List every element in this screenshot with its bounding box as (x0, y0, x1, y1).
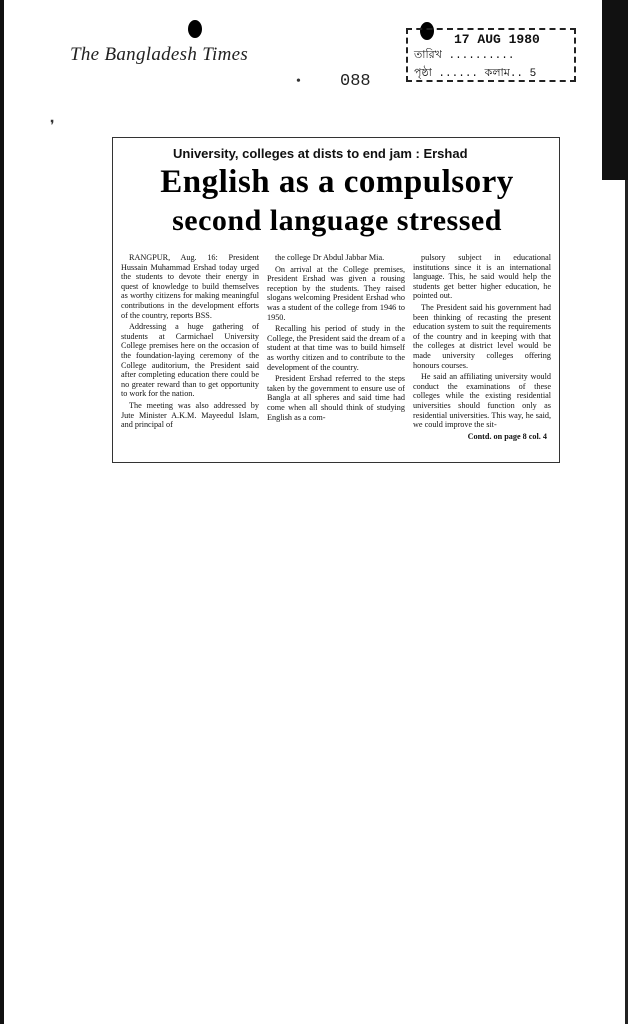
date-stamp (406, 28, 576, 82)
paragraph: Addressing a huge gathering of students at Carmichael University College premises here on the occasion of the foundation-laying ceremony of the College auditorium, the President said after completing education there could be no greater reward than to get opportunity to work for the nation. (121, 322, 259, 399)
article-column-3 (413, 253, 551, 441)
paragraph: President Ershad referred to the steps taken by the government to ensure use of Bangla at all spheres and said time had come when all should think of studying English as a com- (267, 374, 405, 422)
article-kicker: University, colleges at dists to end jam : Ershad (173, 146, 468, 161)
stamp-page-column-line: পৃষ্ঠা ...... কলাম.. 5 (414, 68, 537, 80)
newspaper-clipping (112, 137, 560, 463)
punch-hole (188, 20, 202, 38)
scan-speck: ❜ (50, 119, 55, 134)
article-column-1 (121, 253, 259, 432)
article-column-2 (267, 253, 405, 424)
paragraph: On arrival at the College premises, President Ershad was given a rousing reception by the students. They raised slogans welcoming President Ershad who was a student of the college from 1946 to 1950. (267, 264, 405, 322)
paragraph: Recalling his period of study in the College, the President said the dream of a student at that time was to build himself as worthy citizen and to contribute to the development of the country. (267, 324, 405, 372)
continued-note: Contd. on page 8 col. 4 (467, 431, 547, 441)
newspaper-masthead: The Bangladesh Times (70, 44, 249, 65)
scan-edge-right (602, 0, 628, 180)
paragraph: The meeting was also addressed by Jute Minister A.K.M. Mayeedul Islam, and principal of (121, 400, 259, 430)
stamp-date-line: তারিখ .......... (414, 50, 515, 62)
scan-speck: • (296, 74, 301, 89)
stamp-date: 17 AUG 1980 (454, 32, 540, 47)
paragraph: RANGPUR, Aug. 16: President Hussain Muhammad Ershad today urged the students to devote their energy in quest of knowledge to build themselves as worthy citizens for making meaningful contributions in the development efforts of the country, reports BSS. (121, 253, 259, 320)
paragraph: The President said his government had been thinking of recasting the present education system to suit the requirements of the country and in keeping with that the colleges at district level would be made university colleges offering honours courses. (413, 302, 551, 370)
scan-edge-left (0, 0, 4, 1024)
paragraph: He said an affiliating university would conduct the examinations of these colleges while the existing residential universities should function only as residential universities. This way, he said, we could improve the sit- (413, 372, 551, 430)
paragraph: the college Dr Abdul Jabbar Mia. (275, 253, 385, 262)
headline-line-1: English as a compulsory (160, 164, 514, 200)
headline-line-2: second language stressed (172, 204, 502, 237)
paragraph: pulsory subject in educational institutions since it is an international language. This, he said would help the students get better higher education, he pointed out. (413, 253, 551, 301)
page-number: 088 (340, 72, 371, 91)
